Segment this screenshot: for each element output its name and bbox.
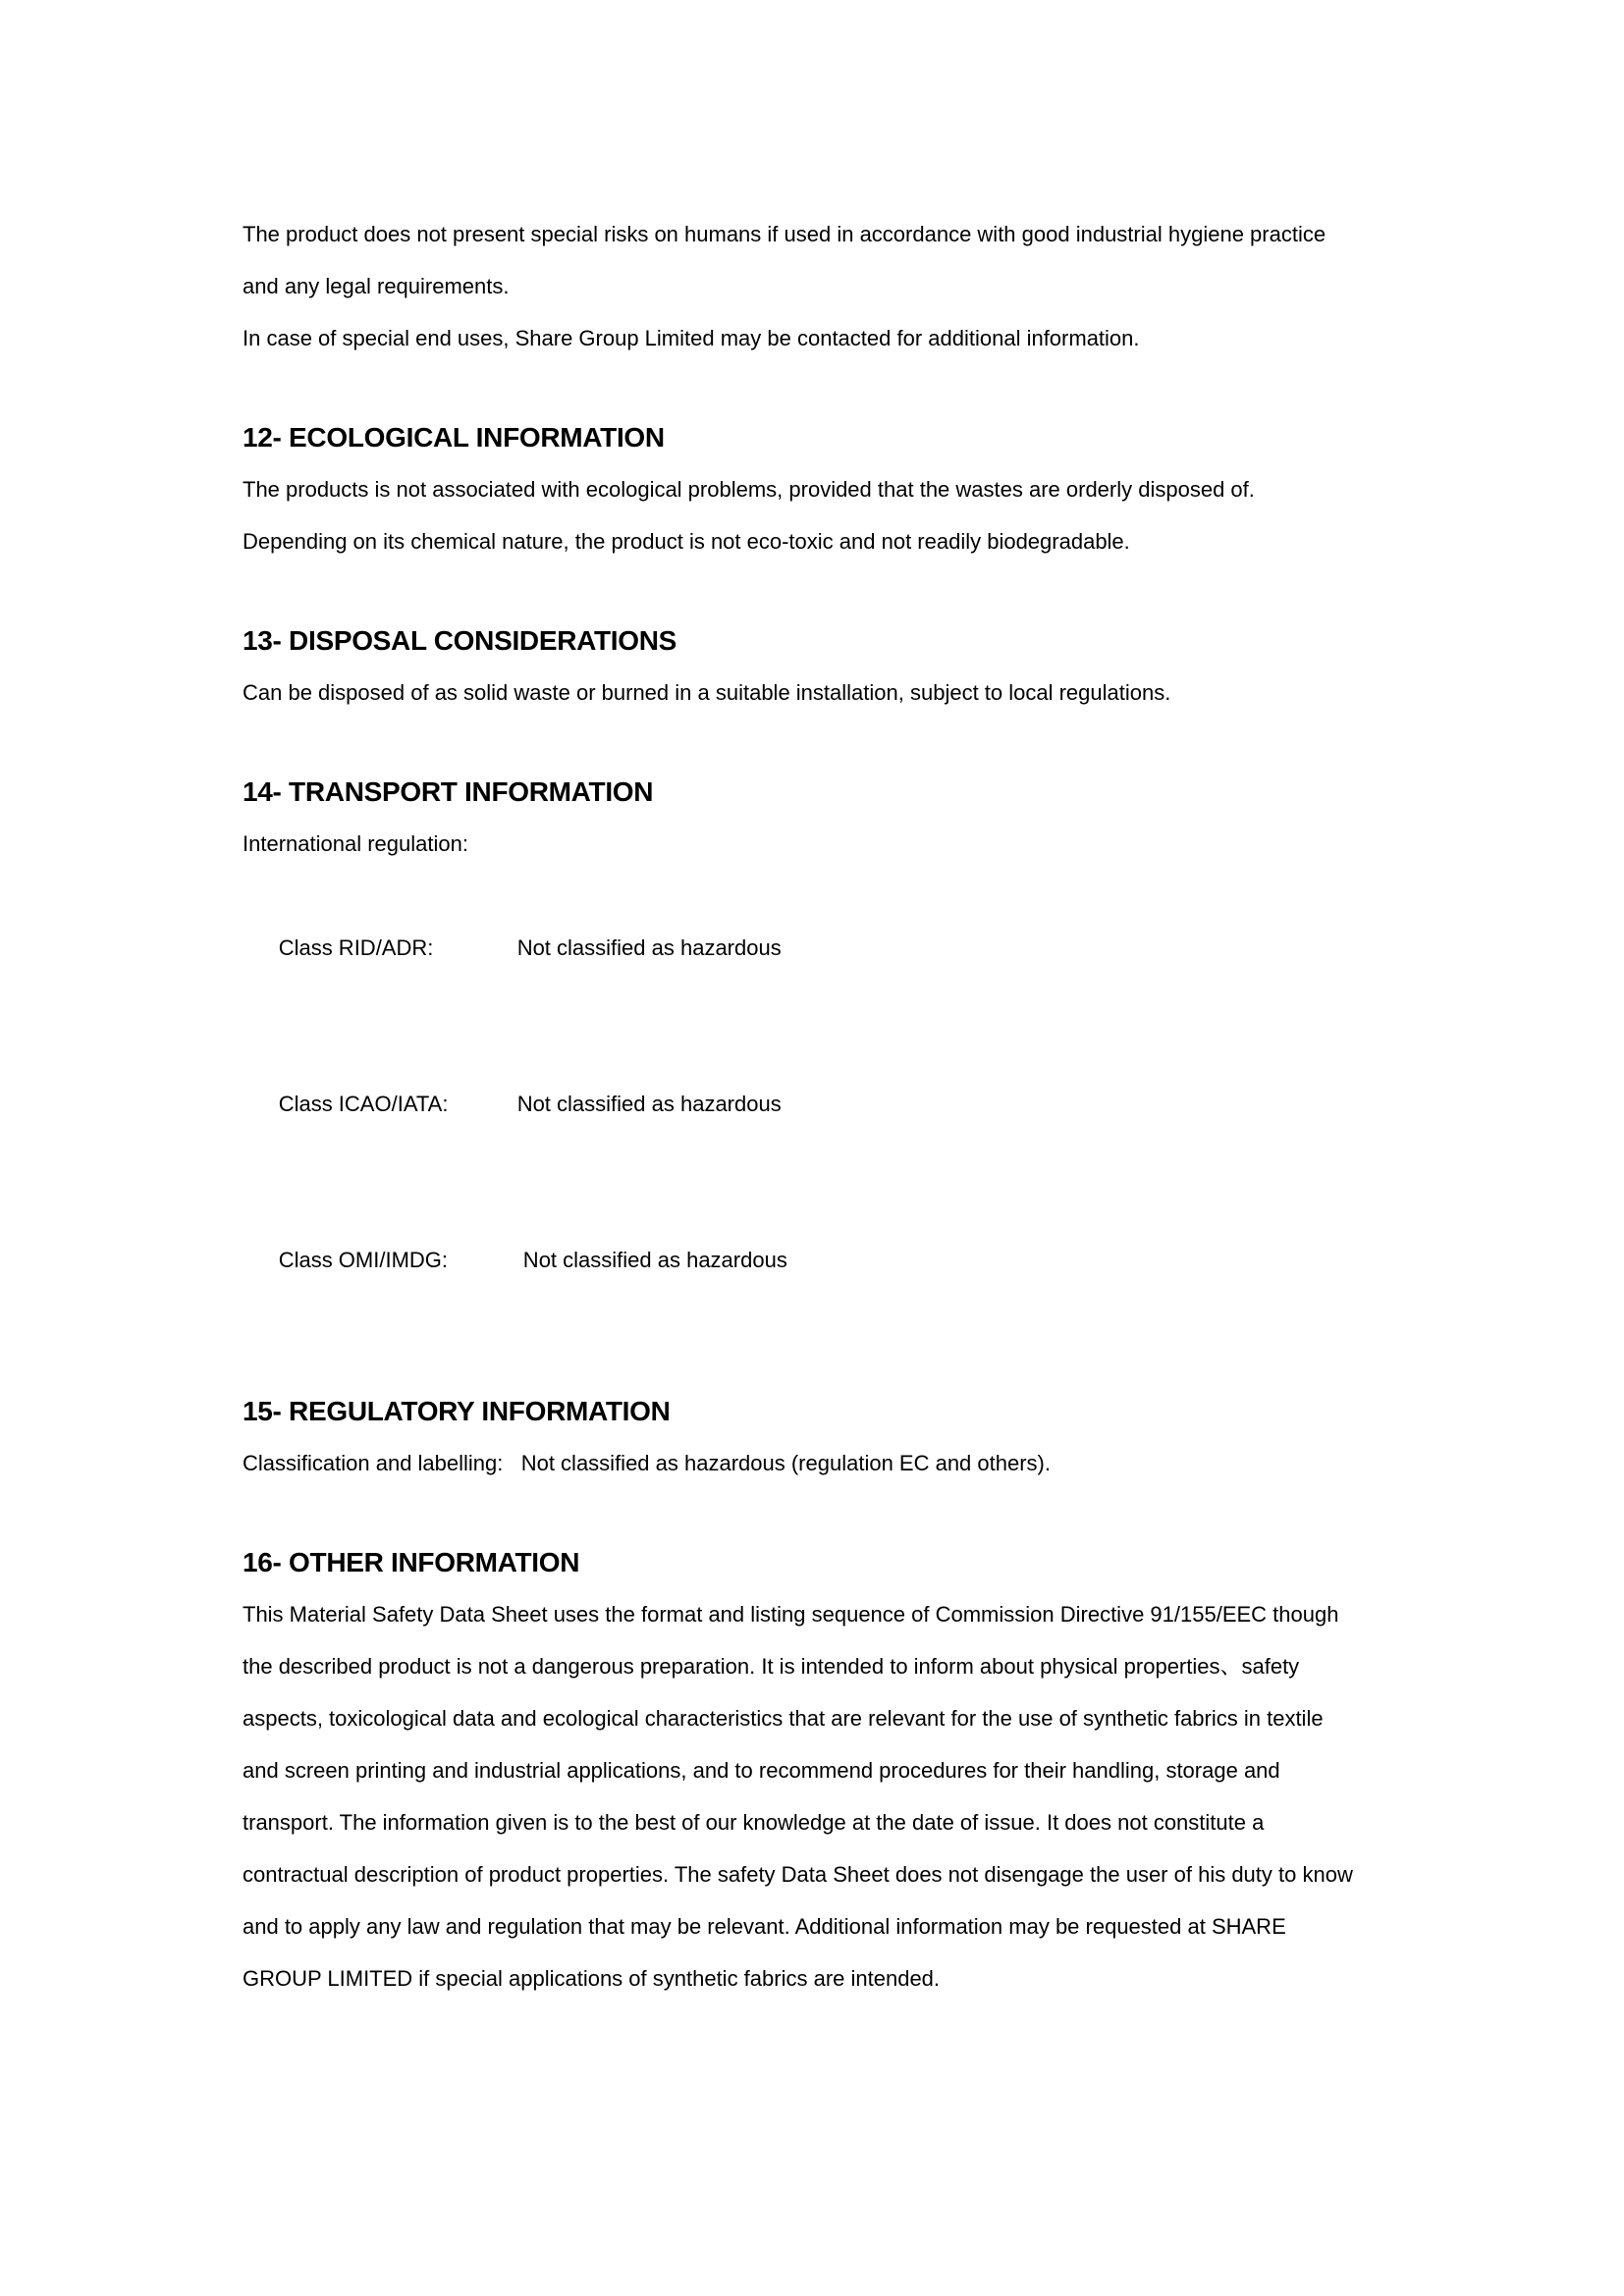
section-ecological-information <box>243 411 1398 567</box>
body-line: and to apply any law and regulation that may be relevant. Additional information may be requested at SHARE <box>243 1914 1286 1939</box>
body-line: Can be disposed of as solid waste or burned in a suitable installation, subject to local regulations. <box>243 680 1171 705</box>
transport-class-row <box>243 870 1398 1026</box>
intro-line: and any legal requirements. <box>243 274 510 298</box>
transport-information-heading: 14- TRANSPORT INFORMATION <box>243 776 654 807</box>
body-line: contractual description of product properties. The safety Data Sheet does not disengage the user of his duty to know <box>243 1862 1353 1887</box>
transport-class-row <box>243 1182 1398 1338</box>
intro-line: The product does not present special risks on humans if used in accordance with good industrial hygiene practice <box>243 222 1326 246</box>
transport-class-label: Class OMI/IMDG: <box>278 1248 449 1272</box>
section-disposal-considerations <box>243 614 1398 719</box>
transport-class-value: Not classified as hazardous <box>516 1092 782 1116</box>
disposal-considerations-heading: 13- DISPOSAL CONSIDERATIONS <box>243 625 677 656</box>
body-line: Depending on its chemical nature, the product is not eco-toxic and not readily biodegradable. <box>243 529 1130 554</box>
body-line: This Material Safety Data Sheet uses the format and listing sequence of Commission Directive 91/155/EEC though <box>243 1602 1339 1627</box>
intro-paragraph <box>243 208 1398 364</box>
regulatory-line: Classification and labelling: Not classified as hazardous (regulation EC and others). <box>243 1451 1051 1475</box>
transport-class-row <box>243 1026 1398 1182</box>
transport-class-label: Class RID/ADR: <box>278 935 434 960</box>
body-line: the described product is not a dangerous preparation. It is intended to inform about physical properties、safety <box>243 1654 1300 1679</box>
section-transport-information <box>243 766 1398 1338</box>
regulatory-information-heading: 15- REGULATORY INFORMATION <box>243 1396 671 1426</box>
ecological-information-heading: 12- ECOLOGICAL INFORMATION <box>243 422 665 453</box>
intro-line: In case of special end uses, Share Group Limited may be contacted for additional information. <box>243 326 1140 350</box>
transport-class-label: Class ICAO/IATA: <box>278 1092 449 1116</box>
body-line: transport. The information given is to the best of our knowledge at the date of issue. It does not constitute a <box>243 1810 1265 1835</box>
body-line: and screen printing and industrial applications, and to recommend procedures for their handling, storage and <box>243 1758 1280 1783</box>
section-other-information <box>243 1536 1398 2004</box>
body-line: aspects, toxicological data and ecological characteristics that are relevant for the use of synthetic fabrics in textile <box>243 1706 1324 1731</box>
body-line: The products is not associated with ecological problems, provided that the wastes are orderly disposed of. <box>243 477 1255 502</box>
transport-class-value: Not classified as hazardous <box>516 935 782 960</box>
transport-class-value: Not classified as hazardous <box>516 1248 787 1272</box>
section-regulatory-information <box>243 1385 1398 1489</box>
transport-intro-line: International regulation: <box>243 831 468 856</box>
other-information-heading: 16- OTHER INFORMATION <box>243 1547 580 1577</box>
body-line: GROUP LIMITED if special applications of synthetic fabrics are intended. <box>243 1966 941 1991</box>
